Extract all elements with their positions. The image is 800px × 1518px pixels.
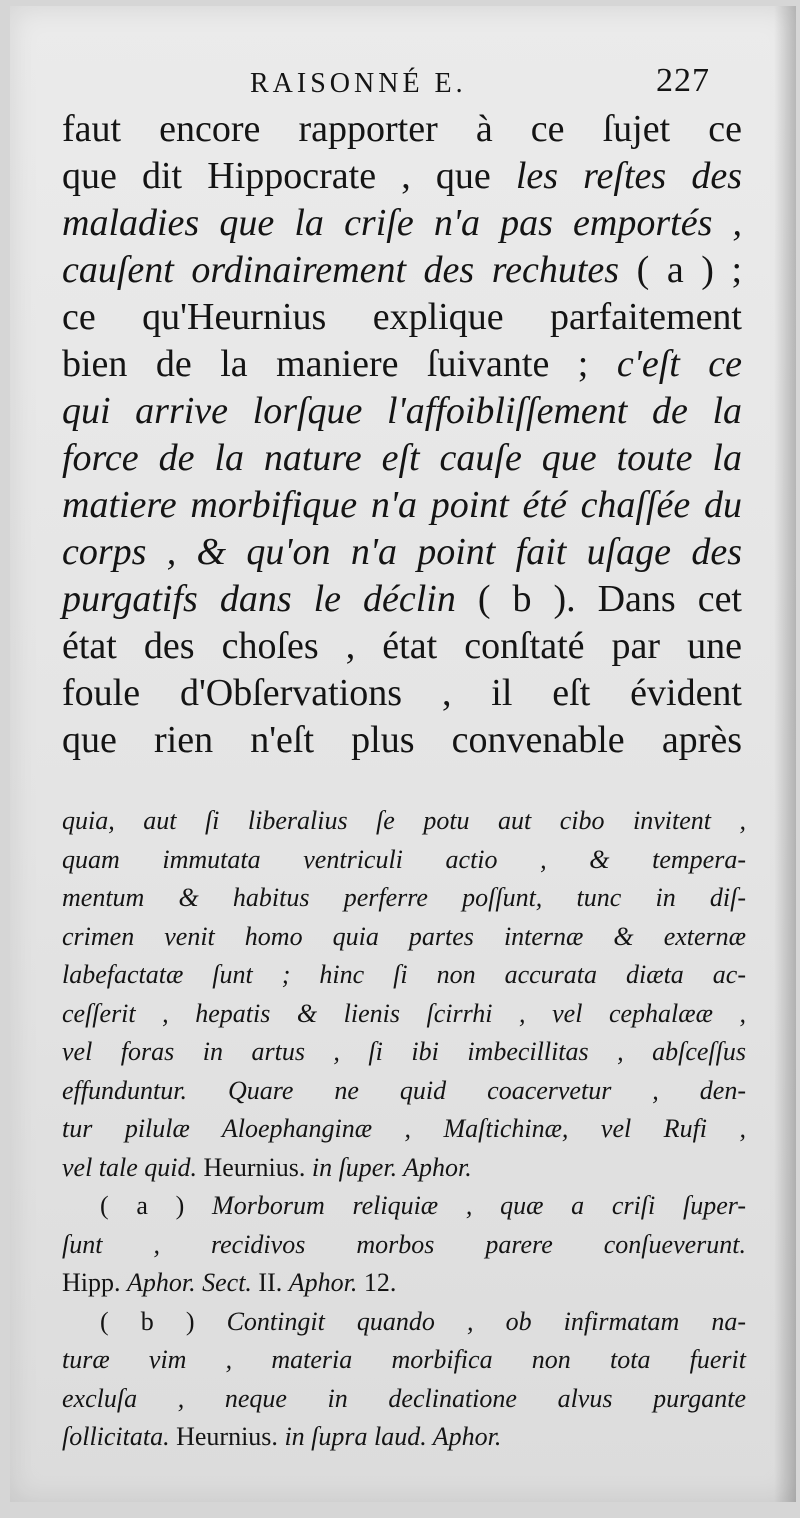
text-span: ( b ) (100, 1306, 227, 1336)
footnote-line (62, 918, 746, 957)
text-span: ( a ) (100, 1191, 213, 1220)
footnote-line (62, 1264, 746, 1303)
body-text-line (62, 341, 742, 388)
body-text-line (62, 623, 742, 670)
text-span: quam immutata ventriculi actio , & tempera- (62, 844, 746, 874)
text-span: excluſa , neque in declinatione alvus purgante (62, 1383, 746, 1413)
footnote-line (62, 1341, 746, 1380)
text-span: vel tale quid. (62, 1152, 204, 1182)
text-span: bien de la maniere ſuivante ; (62, 343, 617, 385)
text-span: effunduntur. Quare ne quid coacervetur , den- (62, 1075, 746, 1105)
footnote-line (62, 1303, 746, 1342)
text-span: 12. (363, 1268, 397, 1297)
footnote-line (62, 1226, 746, 1265)
text-span: ſunt , recidivos morbos parere conſueverunt. (62, 1229, 746, 1259)
text-span: in ſupra laud. Aphor. (284, 1422, 502, 1451)
footnote-line (62, 879, 746, 918)
text-span: ceſſerit , hepatis & lienis ſcirrhi , vel cephalææ , (62, 998, 746, 1028)
text-span: force de la nature eſt cauſe que toute la (62, 437, 742, 479)
text-span: vel foras in artus , ſi ibi imbecillitas , abſceſſus (62, 1037, 746, 1066)
book-page (10, 6, 796, 1502)
body-text-line (62, 247, 742, 294)
footnote-line (62, 841, 746, 880)
footnote-line (62, 1418, 746, 1457)
text-span: mentum & habitus perferre poſſunt, tunc in diſ- (62, 883, 746, 912)
body-text-line (62, 435, 742, 482)
body-text-line (62, 576, 742, 623)
body-text-line (62, 153, 742, 200)
text-span: c'eſt ce (616, 343, 742, 385)
page-edge-shadow (774, 6, 796, 1502)
body-text-line (62, 294, 742, 341)
footnotes (62, 802, 746, 1457)
text-span: quia, aut ſi liberalius ſe potu aut cibo invitent , (62, 806, 746, 835)
text-span: ( a ) ; (619, 249, 742, 291)
text-span: ſollicitata. (62, 1422, 177, 1451)
text-span: Heurnius. (176, 1422, 285, 1451)
text-span: Heurnius. (203, 1152, 312, 1182)
text-span: que dit Hippocrate , que (62, 155, 516, 197)
footnote-line (62, 956, 746, 995)
text-span: Aphor. (288, 1268, 364, 1297)
text-span: cauſent ordinairement des rechutes (62, 249, 620, 291)
text-span: foule d'Obſervations , il eſt évident (62, 672, 742, 714)
text-span: crimen venit homo quia partes internæ & externæ (62, 921, 746, 951)
text-span: in ſuper. Aphor. (311, 1152, 472, 1182)
text-span: Hipp. (62, 1268, 127, 1297)
body-text-line (62, 717, 742, 764)
footnote-line (62, 1187, 746, 1226)
body-text-line (62, 529, 742, 576)
footnote-line (62, 1149, 746, 1188)
text-span: Aphor. Sect. (127, 1268, 259, 1297)
text-span: qui arrive lorſque l'affoibliſſement de la (62, 390, 742, 432)
page-number: 227 (656, 62, 710, 99)
footnote-line (62, 1110, 746, 1149)
text-span: état des choſes , état conſtaté par une (62, 625, 742, 667)
footnote-line (62, 1033, 746, 1072)
text-span: tur pilulæ Aloephanginæ , Maſtichinæ, vel Rufi , (62, 1114, 746, 1143)
text-span: purgatifs dans le déclin (62, 578, 456, 620)
text-span: Contingit quando , ob infirmatam na- (226, 1306, 746, 1336)
running-header (10, 62, 796, 102)
body-text-line (62, 670, 742, 717)
text-span: corps , & qu'on n'a point fait uſage des (62, 531, 742, 573)
text-span: II. (258, 1268, 289, 1297)
text-span: matiere morbifique n'a point été chaſſée du (62, 484, 742, 526)
body-text-line (62, 106, 742, 153)
main-body-text (62, 106, 742, 764)
footnote-line (62, 802, 746, 841)
body-text-line (62, 388, 742, 435)
text-span: maladies que la criſe n'a pas emportés , (62, 202, 742, 244)
body-text-line (62, 200, 742, 247)
body-text-line (62, 482, 742, 529)
footnote-line (62, 1380, 746, 1419)
running-title: RAISONNÉ E. (250, 68, 467, 99)
text-span: les reſtes des (515, 155, 742, 197)
footnote-line (62, 995, 746, 1034)
text-span: que rien n'eſt plus convenable après (62, 719, 742, 761)
text-span: Morborum reliquiæ , quæ a criſi ſuper- (212, 1191, 746, 1220)
text-span: ( b ). Dans cet (455, 578, 742, 620)
text-span: labefactatæ ſunt ; hinc ſi non accurata diæta ac- (62, 960, 746, 989)
text-span: ce qu'Heurnius explique parfaitement (62, 296, 742, 338)
text-span: turæ vim , materia morbifica non tota fuerit (62, 1345, 746, 1374)
footnote-line (62, 1072, 746, 1111)
text-span: faut encore rapporter à ce ſujet ce (62, 108, 742, 150)
